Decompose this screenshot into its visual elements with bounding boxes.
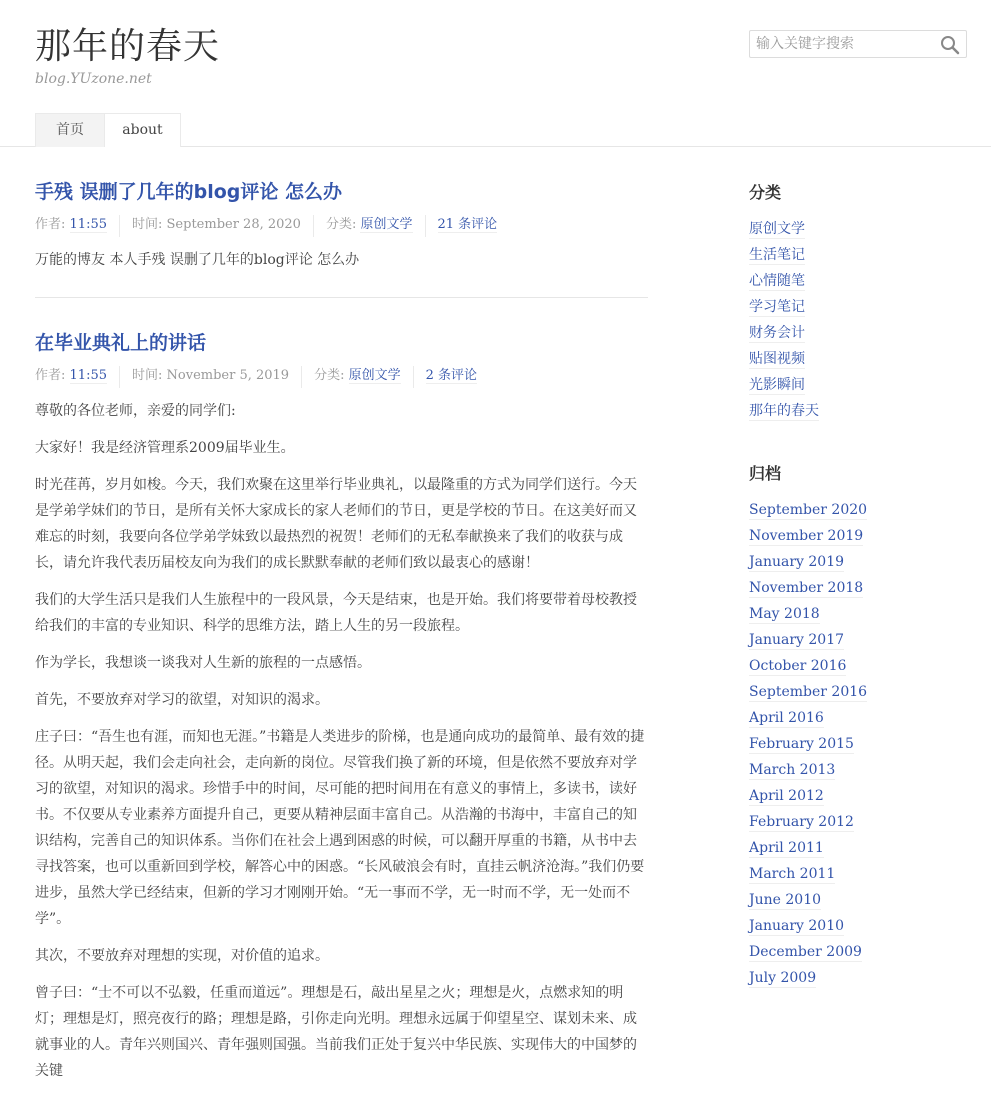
post-paragraph: 首先，不要放弃对学习的欲望，对知识的渴求。 [35, 692, 329, 708]
archive-item[interactable]: July 2009 [749, 970, 817, 986]
meta-author [35, 215, 119, 237]
category-item[interactable]: 生活笔记 [749, 247, 805, 263]
archive-item[interactable]: February 2015 [749, 736, 854, 752]
search-input[interactable] [750, 31, 930, 57]
meta-category [301, 366, 413, 388]
post-paragraph: 庄子曰：“吾生也有涯，而知也无涯。”书籍是人类进步的阶梯，也是通向成功的最简单、最有效的捷径。从明天起，我们会走向社会，走向新的岗位。尽管我们换了新的环境，但是依然不要放弃对学习的欲望，对知识的渴求。珍惜手中的时间，尽可能的把时间用在有意义的事情上，多读书，读好书。不仅要从专业素养方面提升自己，更要从精神层面丰富自己。从浩瀚的书海中，丰富自己的知识结构，完善自己的知识体系。当你们在社会上遇到困惑的时候，可以翻开厚重的书籍，从书中去寻找答案，也可以重新回到学校，解答心中的困惑。“长风破浪会有时，直挂云帆济沧海。”我们仍要进步，虽然大学已经结束，但新的学习才刚刚开始。“无一事而不学，无一时而不学，无一处而不学”。 [35, 729, 645, 927]
archive-item[interactable]: March 2011 [749, 866, 836, 882]
author-label: 作者: [35, 368, 66, 383]
category-item[interactable]: 贴图视频 [749, 351, 805, 367]
archive-item[interactable]: June 2010 [749, 892, 822, 908]
archive-item[interactable]: March 2013 [749, 762, 836, 778]
nav-item-about[interactable]: about [105, 113, 181, 147]
category-item[interactable]: 那年的春天 [749, 403, 819, 419]
search-icon[interactable] [940, 35, 960, 55]
meta-comments [425, 215, 510, 237]
post-date: November 5, 2019 [166, 368, 290, 383]
archive-item[interactable]: January 2019 [749, 554, 845, 570]
category-label: 分类: [325, 217, 357, 232]
main-nav [35, 113, 181, 147]
site-header [0, 0, 991, 147]
archive-item[interactable]: December 2009 [749, 944, 862, 960]
category-link[interactable]: 原创文学 [348, 368, 401, 383]
search-box [749, 30, 967, 58]
post-title[interactable]: 在毕业典礼上的讲话 [35, 332, 207, 354]
author-label: 作者: [35, 217, 66, 232]
post-meta [35, 215, 648, 237]
archives-title: 归档 [749, 464, 782, 483]
sidebar [749, 147, 969, 993]
archive-item[interactable]: January 2010 [749, 918, 845, 934]
post-paragraph: 万能的博友 本人手残 误删了几年的blog评论 怎么办 [35, 252, 360, 268]
time-label: 时间: [132, 217, 163, 232]
comments-link[interactable]: 21 条评论 [437, 217, 498, 232]
post-paragraph: 时光荏苒，岁月如梭。今天，我们欢聚在这里举行毕业典礼，以最隆重的方式为同学们送行。今天是学弟学妹们的节日，是所有关怀大家成长的家人老师们的节日，更是学校的节日。在这美好而又难忘的时刻，我要向各位学弟学妹致以最热烈的祝贺！老师们的无私奉献换来了我们的收获与成长，请允许我代表历届校友向为我们的成长默默奉献的老师们致以最衷心的感谢！ [35, 477, 637, 571]
archive-item[interactable]: September 2020 [749, 502, 868, 518]
nav-item-home[interactable]: 首页 [35, 113, 105, 147]
archive-item[interactable]: February 2012 [749, 814, 854, 830]
archive-item[interactable]: April 2012 [749, 788, 824, 804]
archive-item[interactable]: May 2018 [749, 606, 820, 622]
categories-title: 分类 [749, 183, 782, 202]
post-body [35, 398, 648, 1084]
category-label: 分类: [314, 368, 345, 383]
meta-comments [413, 366, 489, 388]
post-paragraph: 我们的大学生活只是我们人生旅程中的一段风景，今天是结束，也是开始。我们将要带着母校教授给我们的丰富的专业知识、科学的思维方法，踏上人生的另一段旅程。 [35, 592, 637, 634]
archive-item[interactable]: April 2016 [749, 710, 824, 726]
author-link[interactable]: 11:55 [69, 368, 107, 383]
comments-link[interactable]: 2 条评论 [425, 368, 478, 383]
post [35, 147, 648, 298]
post-body [35, 247, 648, 273]
main-content [35, 147, 648, 1095]
post-title[interactable]: 手残 误删了几年的blog评论 怎么办 [35, 181, 342, 203]
archive-item[interactable]: January 2017 [749, 632, 845, 648]
post-date: September 28, 2020 [166, 217, 301, 232]
archive-item[interactable]: November 2018 [749, 580, 864, 596]
time-label: 时间: [132, 368, 163, 383]
post-paragraph: 其次，不要放弃对理想的实现，对价值的追求。 [35, 948, 329, 964]
category-item[interactable]: 财务会计 [749, 325, 805, 341]
archives-list [749, 499, 969, 993]
categories-list [749, 218, 969, 426]
category-item[interactable]: 原创文学 [749, 221, 805, 237]
meta-category [313, 215, 425, 237]
archive-item[interactable]: November 2019 [749, 528, 864, 544]
meta-time [119, 366, 301, 388]
meta-time [119, 215, 313, 237]
archive-item[interactable]: September 2016 [749, 684, 868, 700]
post-meta [35, 366, 648, 388]
category-item[interactable]: 光影瞬间 [749, 377, 805, 393]
author-link[interactable]: 11:55 [69, 217, 107, 232]
post [35, 298, 648, 1084]
post-paragraph: 作为学长，我想谈一谈我对人生新的旅程的一点感悟。 [35, 655, 371, 671]
post-paragraph: 大家好！我是经济管理系2009届毕业生。 [35, 440, 295, 456]
site-title[interactable]: 那年的春天 [35, 26, 221, 67]
post-paragraph: 尊敬的各位老师，亲爱的同学们: [35, 403, 236, 419]
post-paragraph: 曾子曰：“士不可以不弘毅，任重而道远”。理想是石，敲出星星之火；理想是火，点燃求知的明灯；理想是灯，照亮夜行的路；理想是路，引你走向光明。理想永远属于仰望星空、谋划未来、成就事业的人。青年兴则国兴、青年强则国强。当前我们正处于复兴中华民族、实现伟大的中国梦的关键 [35, 985, 637, 1079]
archive-item[interactable]: April 2011 [749, 840, 824, 856]
category-link[interactable]: 原创文学 [360, 217, 413, 232]
category-item[interactable]: 心情随笔 [749, 273, 805, 289]
category-item[interactable]: 学习笔记 [749, 299, 805, 315]
site-description: blog.YUzone.net [35, 71, 152, 87]
meta-author [35, 366, 119, 388]
archive-item[interactable]: October 2016 [749, 658, 847, 674]
